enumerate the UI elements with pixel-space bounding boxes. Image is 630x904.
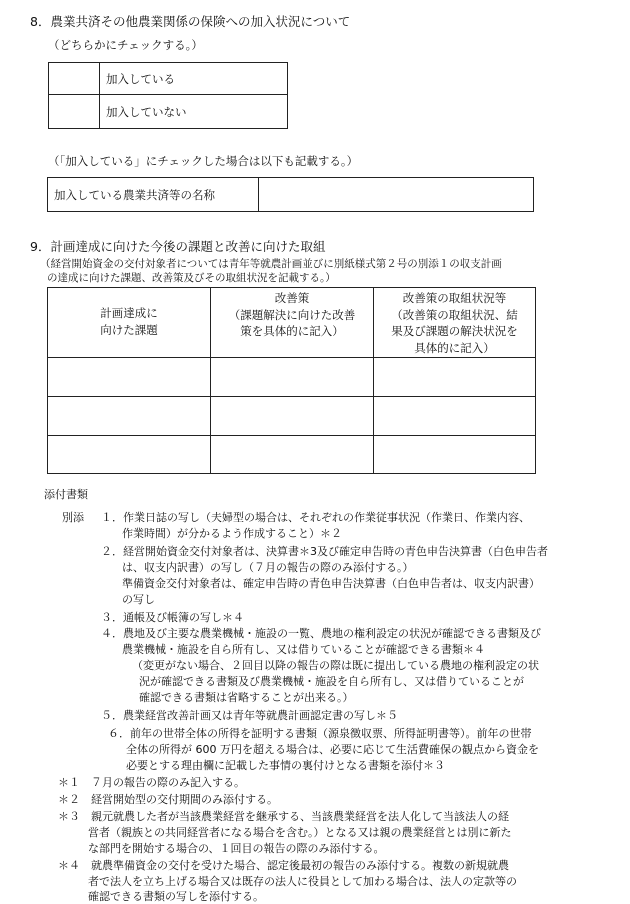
insurance-status-table [48, 62, 288, 129]
header-progress-line3: 果及び課題の解決状況を [391, 324, 518, 339]
header-measures [211, 288, 374, 358]
table-cell[interactable] [374, 357, 536, 396]
insurance-name-table [47, 177, 534, 212]
checkbox-not-enrolled[interactable] [49, 95, 100, 129]
header-issues-line2: 向けた課題 [100, 323, 158, 338]
section8-title: 8．農業共済その他農業関係の保険への加入状況について [30, 14, 351, 29]
attachment-line: （変更がない場合、２回目以降の報告の際は既に提出している農地の権利設定の状 [132, 659, 539, 672]
section9-title: 9．計画達成に向けた今後の課題と改善に向けた取組 [30, 239, 326, 254]
attachment-line: 作業時間）が分かるよう作成すること）＊２ [122, 527, 342, 540]
attachment-line: 準備資金交付対象者は、確定申告時の青色申告決算書（白色申告者は、収支内訳書） [122, 577, 540, 590]
table-cell[interactable] [211, 396, 374, 435]
header-issues [48, 288, 211, 358]
attachment-line: は、収支内訳書）の写し（７月の報告の際のみ添付する。） [122, 561, 414, 574]
footnote: な部門を開始する場合の、１回目の報告の際のみ添付する。 [88, 842, 385, 855]
footnote: ＊２ 経営開始型の交付期間のみ添付する。 [58, 793, 278, 806]
header-measures-line1: 改善策 [274, 291, 310, 305]
table-cell[interactable] [211, 435, 374, 473]
attachment-line: ３．通帳及び帳簿の写し＊４ [101, 611, 244, 624]
section8-instruction: （どちらかにチェックする。） [48, 38, 203, 52]
header-progress-line2: （改善策の取組状況、結 [391, 307, 518, 322]
option-enrolled: 加入している [100, 63, 288, 95]
table-cell[interactable] [48, 435, 211, 473]
attachment-line: 況が確認できる書類及び農業機械・施設を自ら所有し、又は借りていることが [139, 675, 524, 688]
attachments-label: 別添 [62, 511, 84, 524]
improvement-table [47, 287, 536, 474]
header-progress-line4: 具体的に記入） [414, 341, 495, 356]
attachment-line: ６．前年の世帯全体の所得を証明する書類（源泉徴収票、所得証明書等）。前年の世帯 [108, 727, 532, 740]
insurance-name-field[interactable] [259, 178, 534, 212]
header-progress-line1: 改善策の取組状況等 [402, 291, 507, 305]
footnote: ＊１ ７月の報告の際のみ記入する。 [58, 776, 245, 789]
table-cell[interactable] [211, 357, 374, 396]
attachment-line: ５．農業経営改善計画又は青年等就農計画認定書の写し＊５ [101, 709, 398, 722]
attachment-line: ４．農地及び主要な農業機械・施設の一覧、農地の権利設定の状況が確認できる書類及び [101, 627, 541, 640]
insurance-name-label: 加入している農業共済等の名称 [48, 178, 259, 212]
attachment-line: 農業機械・施設を自ら所有し、又は借りていることが確認できる書類＊４ [122, 643, 485, 656]
attachments-heading: 添付書類 [44, 488, 88, 501]
attachment-line: 確認できる書類は省略することが出来る。） [139, 691, 354, 704]
footnote: 営者（親族との共同経営者になる場合を含む。）となる又は親の農業経営とは別に新た [88, 826, 512, 839]
attachment-line: ２．経営開始資金交付対象者は、決算書＊3及び確定申告時の青色申告決算書（白色申告者 [101, 545, 548, 558]
footnote: 者で法人を立ち上げる場合又は既存の法人に役員として加わる場合は、法人の定款等の [88, 875, 517, 888]
header-measures-line2: （課題解決に向けた改善 [228, 307, 356, 322]
section9-note-line1: （経営開始資金の交付対象者については青年等就農計画並びに別紙様式第２号の別添１の収支計画 [40, 258, 502, 270]
footnote: ＊３ 親元就農した者が当該農業経営を継承する、当該農業経営を法人化して当該法人の経 [58, 810, 509, 823]
header-issues-line1: 計画達成に [100, 306, 158, 321]
table-cell[interactable] [48, 357, 211, 396]
table-cell[interactable] [48, 396, 211, 435]
header-progress [374, 288, 536, 358]
section8-note: （「加入している」にチェックした場合は以下も記載する。） [48, 154, 359, 168]
option-not-enrolled: 加入していない [100, 95, 288, 129]
checkbox-enrolled[interactable] [49, 63, 100, 95]
table-cell[interactable] [374, 396, 536, 435]
header-measures-line3: 策を具体的に記入） [240, 324, 344, 339]
attachment-line: の写し [122, 593, 155, 606]
attachment-line: １．作業日誌の写し（夫婦型の場合は、それぞれの作業従事状況（作業日、作業内容、 [101, 511, 530, 524]
attachment-line: 全体の所得が 600 万円を超える場合は、必要に応じて生活費確保の観点から資金を [126, 743, 539, 756]
table-cell[interactable] [374, 435, 536, 473]
section9-note-line2: の達成に向けた課題、改善策及びその取組状況を記載する。） [47, 272, 336, 284]
footnote: 確認できる書類の写しを添付する。 [88, 890, 264, 903]
attachment-line: 必要とする理由欄に記載した事情の裏付けとなる書類を添付＊３ [126, 759, 445, 772]
footnote: ＊４ 就農準備資金の交付を受けた場合、認定後最初の報告のみ添付する。複数の新規就農 [58, 859, 509, 872]
